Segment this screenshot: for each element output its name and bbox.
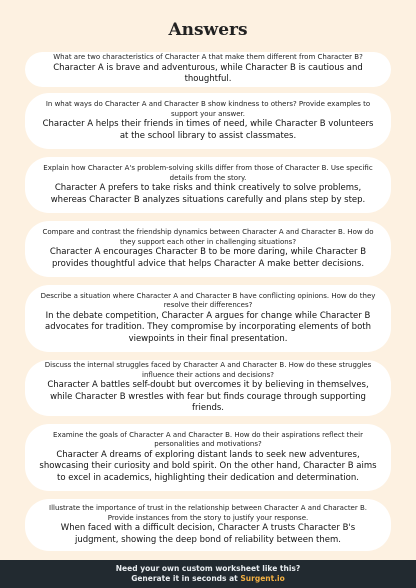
qa-card-6 [25,360,391,416]
answer-1: Character A is brave and adventurous, while Character B is cautious and thoughtful. [53,62,363,85]
footer-line-1: Need your own custom worksheet like this? [115,564,301,573]
answer-7: Character A dreams of exploring distant lands to seek new adventures, showcasing their curiosity and bold spirit. On the other hand, Character B aims to excel in academics, highlighting their dedication and determination. [39,449,377,483]
footer-line-2 [0,574,416,584]
qa-card-7 [25,424,391,491]
question-8: Illustrate the importance of trust in the relationship between Character A and Character B. Provide instances from the story to justify your response. [49,504,367,522]
question-5: Describe a situation where Character A and Character B have conflicting opinions. How do they resolve their differences? [40,291,376,310]
page-title: Answers [168,20,248,40]
answer-3: Character A prefers to take risks and think creatively to solve problems, whereas Character B analyzes situations carefully and plans step by step. [50,183,366,205]
question-4: Compare and contrast the friendship dynamics between Character A and Character B. How do they support each other in challenging situations? [42,228,374,246]
answer-4: Character A encourages Character B to be more daring, while Character B provides thoughtful advice that helps Character A make better decisions. [49,247,367,269]
surgent-link[interactable]: Surgent.io [240,573,285,583]
question-1: What are two characteristics of Character A that make them different from Character B? [53,53,363,62]
answer-5: In the debate competition, Character A argues for change while Character B advocates for tradition. They compromise by incorporating elements of both viewpoints in their final presentation. [45,310,371,344]
qa-card-1 [25,52,391,87]
qa-card-2 [25,93,391,149]
question-7: Examine the goals of Character A and Character B. How do their aspirations reflect their personalities and motivations? [53,430,363,449]
footer-banner [0,560,416,588]
qa-card-5 [25,285,391,352]
footer-line-2-prefix: Generate it in seconds at [131,573,241,583]
qa-card-4 [25,221,391,277]
qa-card-3 [25,157,391,213]
question-6: Discuss the internal struggles faced by Character A and Character B. How do these struggles influence their actions and decisions? [44,361,372,379]
qa-card-8 [25,499,391,551]
answer-2: Character A helps their friends in times of need, while Character B volunteers at the school library to assist classmates. [42,119,374,141]
answer-6: Character A battles self-doubt but overcomes it by believing in themselves, while Character B wrestles with fear but finds courage through supporting friends. [47,380,369,414]
question-2: In what ways do Character A and Character B show kindness to others? Provide examples to support your answer. [45,100,371,118]
question-3: Explain how Character A's problem-solving skills differ from those of Character B. Use specific details from the story. [43,164,373,182]
answer-8: When faced with a difficult decision, Character A trusts Character B's judgment, showing the deep bond of reliability between them. [60,523,356,545]
